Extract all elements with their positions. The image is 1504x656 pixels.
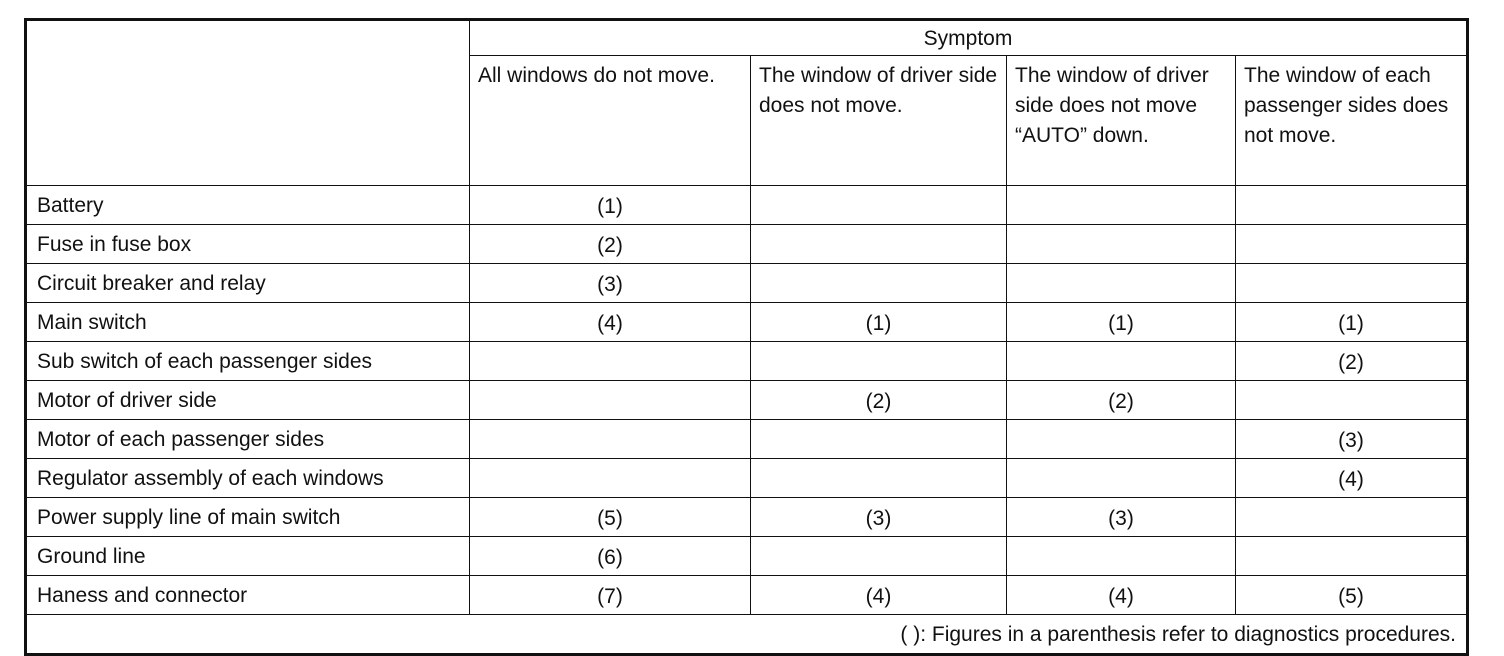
table-row — [26, 303, 1468, 342]
procedure-mark: (5) — [1236, 576, 1468, 615]
procedure-mark — [751, 225, 1007, 264]
procedure-mark — [1236, 225, 1468, 264]
symptom-driver-auto-down: The window of driver side does not move “AUTO” down. — [1007, 56, 1236, 186]
symptom-all-windows: All windows do not move. — [470, 56, 751, 186]
procedure-mark: (5) — [470, 498, 751, 537]
footnote: ( ): Figures in a parenthesis refer to diagnostics procedures. — [26, 615, 1468, 655]
symptom-passenger-windows: The window of each passenger sides does not move. — [1236, 56, 1468, 186]
row-label: Power supply line of main switch — [26, 498, 470, 537]
procedure-mark — [751, 420, 1007, 459]
procedure-mark: (1) — [470, 186, 751, 225]
procedure-mark: (2) — [1236, 342, 1468, 381]
procedure-mark — [470, 381, 751, 420]
row-label: Haness and connector — [26, 576, 470, 615]
procedure-mark — [1236, 498, 1468, 537]
procedure-mark — [1236, 186, 1468, 225]
procedure-mark: (4) — [470, 303, 751, 342]
procedure-mark — [1007, 186, 1236, 225]
procedure-mark — [1007, 225, 1236, 264]
procedure-mark — [1236, 537, 1468, 576]
procedure-mark — [470, 342, 751, 381]
procedure-mark: (3) — [1007, 498, 1236, 537]
table-row — [26, 498, 1468, 537]
procedure-mark: (1) — [1236, 303, 1468, 342]
row-label: Motor of each passenger sides — [26, 420, 470, 459]
procedure-mark — [1007, 537, 1236, 576]
procedure-mark: (4) — [751, 576, 1007, 615]
procedure-mark: (6) — [470, 537, 751, 576]
procedure-mark — [751, 459, 1007, 498]
procedure-mark — [751, 537, 1007, 576]
procedure-mark — [751, 264, 1007, 303]
procedure-mark: (7) — [470, 576, 751, 615]
procedure-mark: (3) — [751, 498, 1007, 537]
symptom-driver-window: The window of driver side does not move. — [751, 56, 1007, 186]
table-row — [26, 537, 1468, 576]
procedure-mark: (2) — [470, 225, 751, 264]
table-row — [26, 186, 1468, 225]
symptom-title: Symptom — [470, 20, 1468, 56]
table-row — [26, 264, 1468, 303]
symptom-header-row — [26, 20, 1468, 56]
procedure-mark — [1236, 381, 1468, 420]
procedure-mark — [1007, 420, 1236, 459]
procedure-mark: (4) — [1007, 576, 1236, 615]
procedure-mark: (2) — [751, 381, 1007, 420]
corner-cell — [26, 20, 470, 186]
table-row — [26, 420, 1468, 459]
procedure-mark — [751, 186, 1007, 225]
procedure-mark: (2) — [1007, 381, 1236, 420]
procedure-mark — [1007, 342, 1236, 381]
procedure-mark: (3) — [470, 264, 751, 303]
procedure-mark: (1) — [1007, 303, 1236, 342]
table-row — [26, 225, 1468, 264]
procedure-mark: (1) — [751, 303, 1007, 342]
procedure-mark — [470, 459, 751, 498]
row-label: Motor of driver side — [26, 381, 470, 420]
row-label: Ground line — [26, 537, 470, 576]
row-label: Battery — [26, 186, 470, 225]
row-label: Circuit breaker and relay — [26, 264, 470, 303]
table-row — [26, 459, 1468, 498]
row-label: Sub switch of each passenger sides — [26, 342, 470, 381]
diagnosis-table — [24, 18, 1469, 656]
procedure-mark — [470, 420, 751, 459]
procedure-mark: (3) — [1236, 420, 1468, 459]
table-row — [26, 381, 1468, 420]
row-label: Regulator assembly of each windows — [26, 459, 470, 498]
table-row — [26, 576, 1468, 615]
procedure-mark: (4) — [1236, 459, 1468, 498]
footnote-row — [26, 615, 1468, 655]
table-row — [26, 342, 1468, 381]
row-label: Fuse in fuse box — [26, 225, 470, 264]
procedure-mark — [751, 342, 1007, 381]
procedure-mark — [1007, 264, 1236, 303]
procedure-mark — [1236, 264, 1468, 303]
procedure-mark — [1007, 459, 1236, 498]
row-label: Main switch — [26, 303, 470, 342]
